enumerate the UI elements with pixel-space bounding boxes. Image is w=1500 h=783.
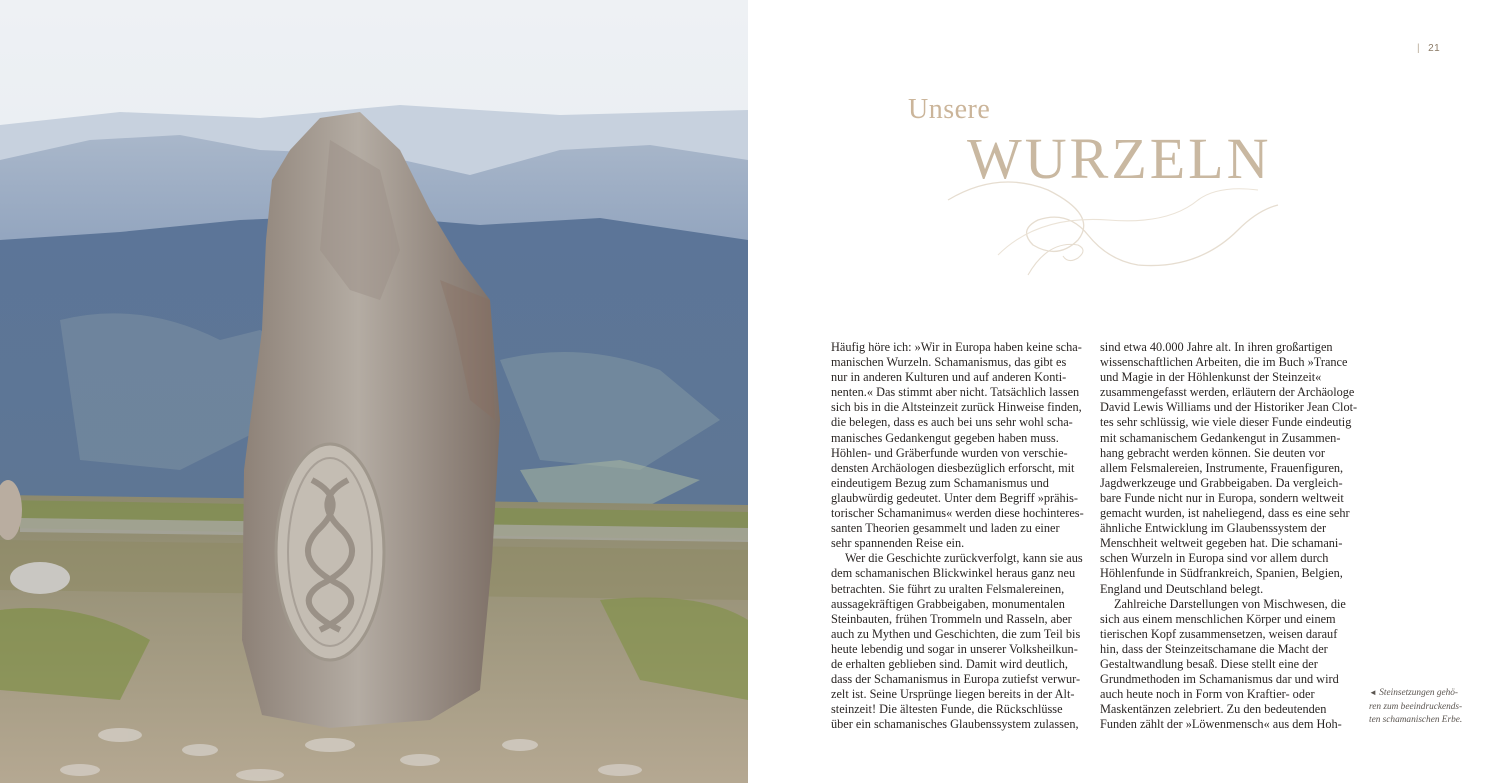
- text-line: auch zu Mythen und Geschichten, die zum Teil bis: [831, 626, 1081, 641]
- text-line: wissenschaftlichen Arbeiten, die im Buch »Trance: [1100, 355, 1348, 370]
- text-line: Höhlen- und Gräberfunde wurden von verschie-: [831, 445, 1068, 460]
- text-line: sich bis in die Altsteinzeit zurück Hinweise finden,: [831, 400, 1082, 415]
- text-line: die belegen, dass es auch bei uns sehr wohl scha-: [831, 415, 1073, 430]
- text-line: eindeutigem Bezug zum Schamanismus und: [831, 475, 1049, 490]
- text-line: zelt ist. Seine Ursprünge liegen bereits in der Alt-: [831, 687, 1075, 702]
- text-line: Wer die Geschichte zurückverfolgt, kann sie aus: [845, 551, 1083, 566]
- photo-standing-stone: [0, 0, 748, 783]
- text-line: sehr spannenden Reise ein.: [831, 536, 965, 551]
- text-line: sich aus einem menschlichen Körper und einem: [1100, 611, 1336, 626]
- text-line: glaubwürdig gedeutet. Unter dem Begriff »prähis-: [831, 490, 1079, 505]
- text-line: bare Funde nicht nur in Europa, sondern weltweit: [1100, 490, 1344, 505]
- text-line: dass der Schamanismus in Europa zutiefst verwur-: [831, 672, 1081, 687]
- text-line: torischer Schamanimus« werden diese hochinteres-: [831, 506, 1084, 521]
- photo-caption: [1369, 686, 1493, 728]
- caption-line: Steinsetzungen gehö-: [1379, 688, 1458, 698]
- text-line: Gestaltwandlung besaß. Diese stellt eine der: [1100, 656, 1318, 671]
- text-line: gemacht wurden, ist naheliegend, dass es eine sehr: [1100, 506, 1350, 521]
- text-line: allem Felsmalereien, Instrumente, Frauenfiguren,: [1100, 460, 1344, 475]
- heading-large: WURZELN: [967, 126, 1272, 191]
- text-column-right: [1100, 340, 1356, 732]
- text-line: tierischen Kopf zusammensetzen, weisen darauf: [1100, 626, 1338, 641]
- caption-arrow-icon: ◄: [1369, 688, 1377, 697]
- text-line: mit schamanischem Gedankengut in Zusammen-: [1100, 430, 1341, 445]
- text-line: sind etwa 40.000 Jahre alt. In ihren großartigen: [1100, 340, 1333, 354]
- text-line: David Lewis Williams und der Historiker Jean Clot-: [1100, 400, 1358, 415]
- heading-small: Unsere: [908, 94, 991, 125]
- page-number-value: 21: [1428, 43, 1441, 54]
- text-line: densten Archäologen diesbezüglich erforscht, mit: [831, 460, 1075, 475]
- page-number: [1417, 43, 1440, 54]
- caption-line: ten schamanischen Erbe.: [1369, 715, 1463, 725]
- text-line: Zahlreiche Darstellungen von Mischwesen, die: [1114, 596, 1346, 611]
- text-line: tes sehr schlüssig, wie viele dieser Funde eindeutig: [1100, 415, 1352, 430]
- text-line: auch heute noch in Form von Kraftier- oder: [1100, 687, 1315, 702]
- text-line: Steinbauten, frühen Trommeln und Rasseln, aber: [831, 611, 1072, 626]
- text-line: England und Deutschland belegt.: [1100, 581, 1264, 596]
- text-line: Höhlenfunde in Südfrankreich, Spanien, Belgien,: [1100, 566, 1343, 581]
- text-line: santen Theorien gesammelt und laden zu einer: [831, 521, 1060, 536]
- text-line: de erhalten geblieben sind. Damit wird deutlich,: [831, 656, 1068, 671]
- text-page: [748, 0, 1500, 783]
- text-line: Grundmethoden im Schamanismus dar und wird: [1100, 672, 1339, 687]
- text-line: aussagekräftigen Grabbeigaben, monumentalen: [831, 596, 1065, 611]
- text-line: Funden zählt der »Löwenmensch« aus dem Hoh-: [1100, 717, 1342, 732]
- text-line: hin, dass der Steinzeitschamane die Macht der: [1100, 641, 1328, 656]
- text-line: und Magie in der Höhlenkunst der Steinzeit«: [1100, 370, 1322, 385]
- text-line: dem schamanischen Blickwinkel heraus ganz neu: [831, 566, 1076, 581]
- text-line: zusammengefasst werden, erläutern der Archäologe: [1100, 385, 1355, 400]
- text-line: Maskentänzen zelebriert. Zu den bedeutenden: [1100, 702, 1327, 717]
- text-line: Häufig höre ich: »Wir in Europa haben keine scha-: [831, 340, 1082, 354]
- page-separator: |: [1417, 43, 1421, 54]
- text-line: betrachten. Sie führt zu uralten Felsmalereinen,: [831, 581, 1065, 596]
- text-line: ähnliche Entwicklung im Glaubenssystem der: [1100, 521, 1327, 536]
- text-line: Jagdwerkzeuge und Grabbeigaben. Da vergleich-: [1100, 475, 1343, 490]
- text-column-left: [831, 340, 1087, 732]
- text-line: schen Wurzeln in Europa sind vor allem durch: [1100, 551, 1329, 566]
- text-line: Menschheit weltweit gegeben hat. Die schamani-: [1100, 536, 1343, 551]
- text-line: hang gebracht werden können. Sie deuten vor: [1100, 445, 1326, 460]
- text-line: manischen Wurzeln. Schamanismus, das gibt es: [831, 355, 1067, 370]
- text-line: heute lebendig und sogar in unserer Volksheilkun-: [831, 641, 1078, 656]
- text-line: manisches Gedankengut gegeben haben muss.: [831, 430, 1059, 445]
- text-line: nur in anderen Kulturen und auf anderen Konti-: [831, 370, 1067, 385]
- text-line: steinzeit! Die ältesten Funde, die Rückschlüsse: [831, 702, 1063, 717]
- caption-line: ren zum beeindruckends-: [1369, 701, 1463, 712]
- text-line: nenten.« Das stimmt aber nicht. Tatsächlich lassen: [831, 385, 1080, 400]
- text-line: über ein schamanisches Glaubenssystem zulassen,: [831, 717, 1079, 732]
